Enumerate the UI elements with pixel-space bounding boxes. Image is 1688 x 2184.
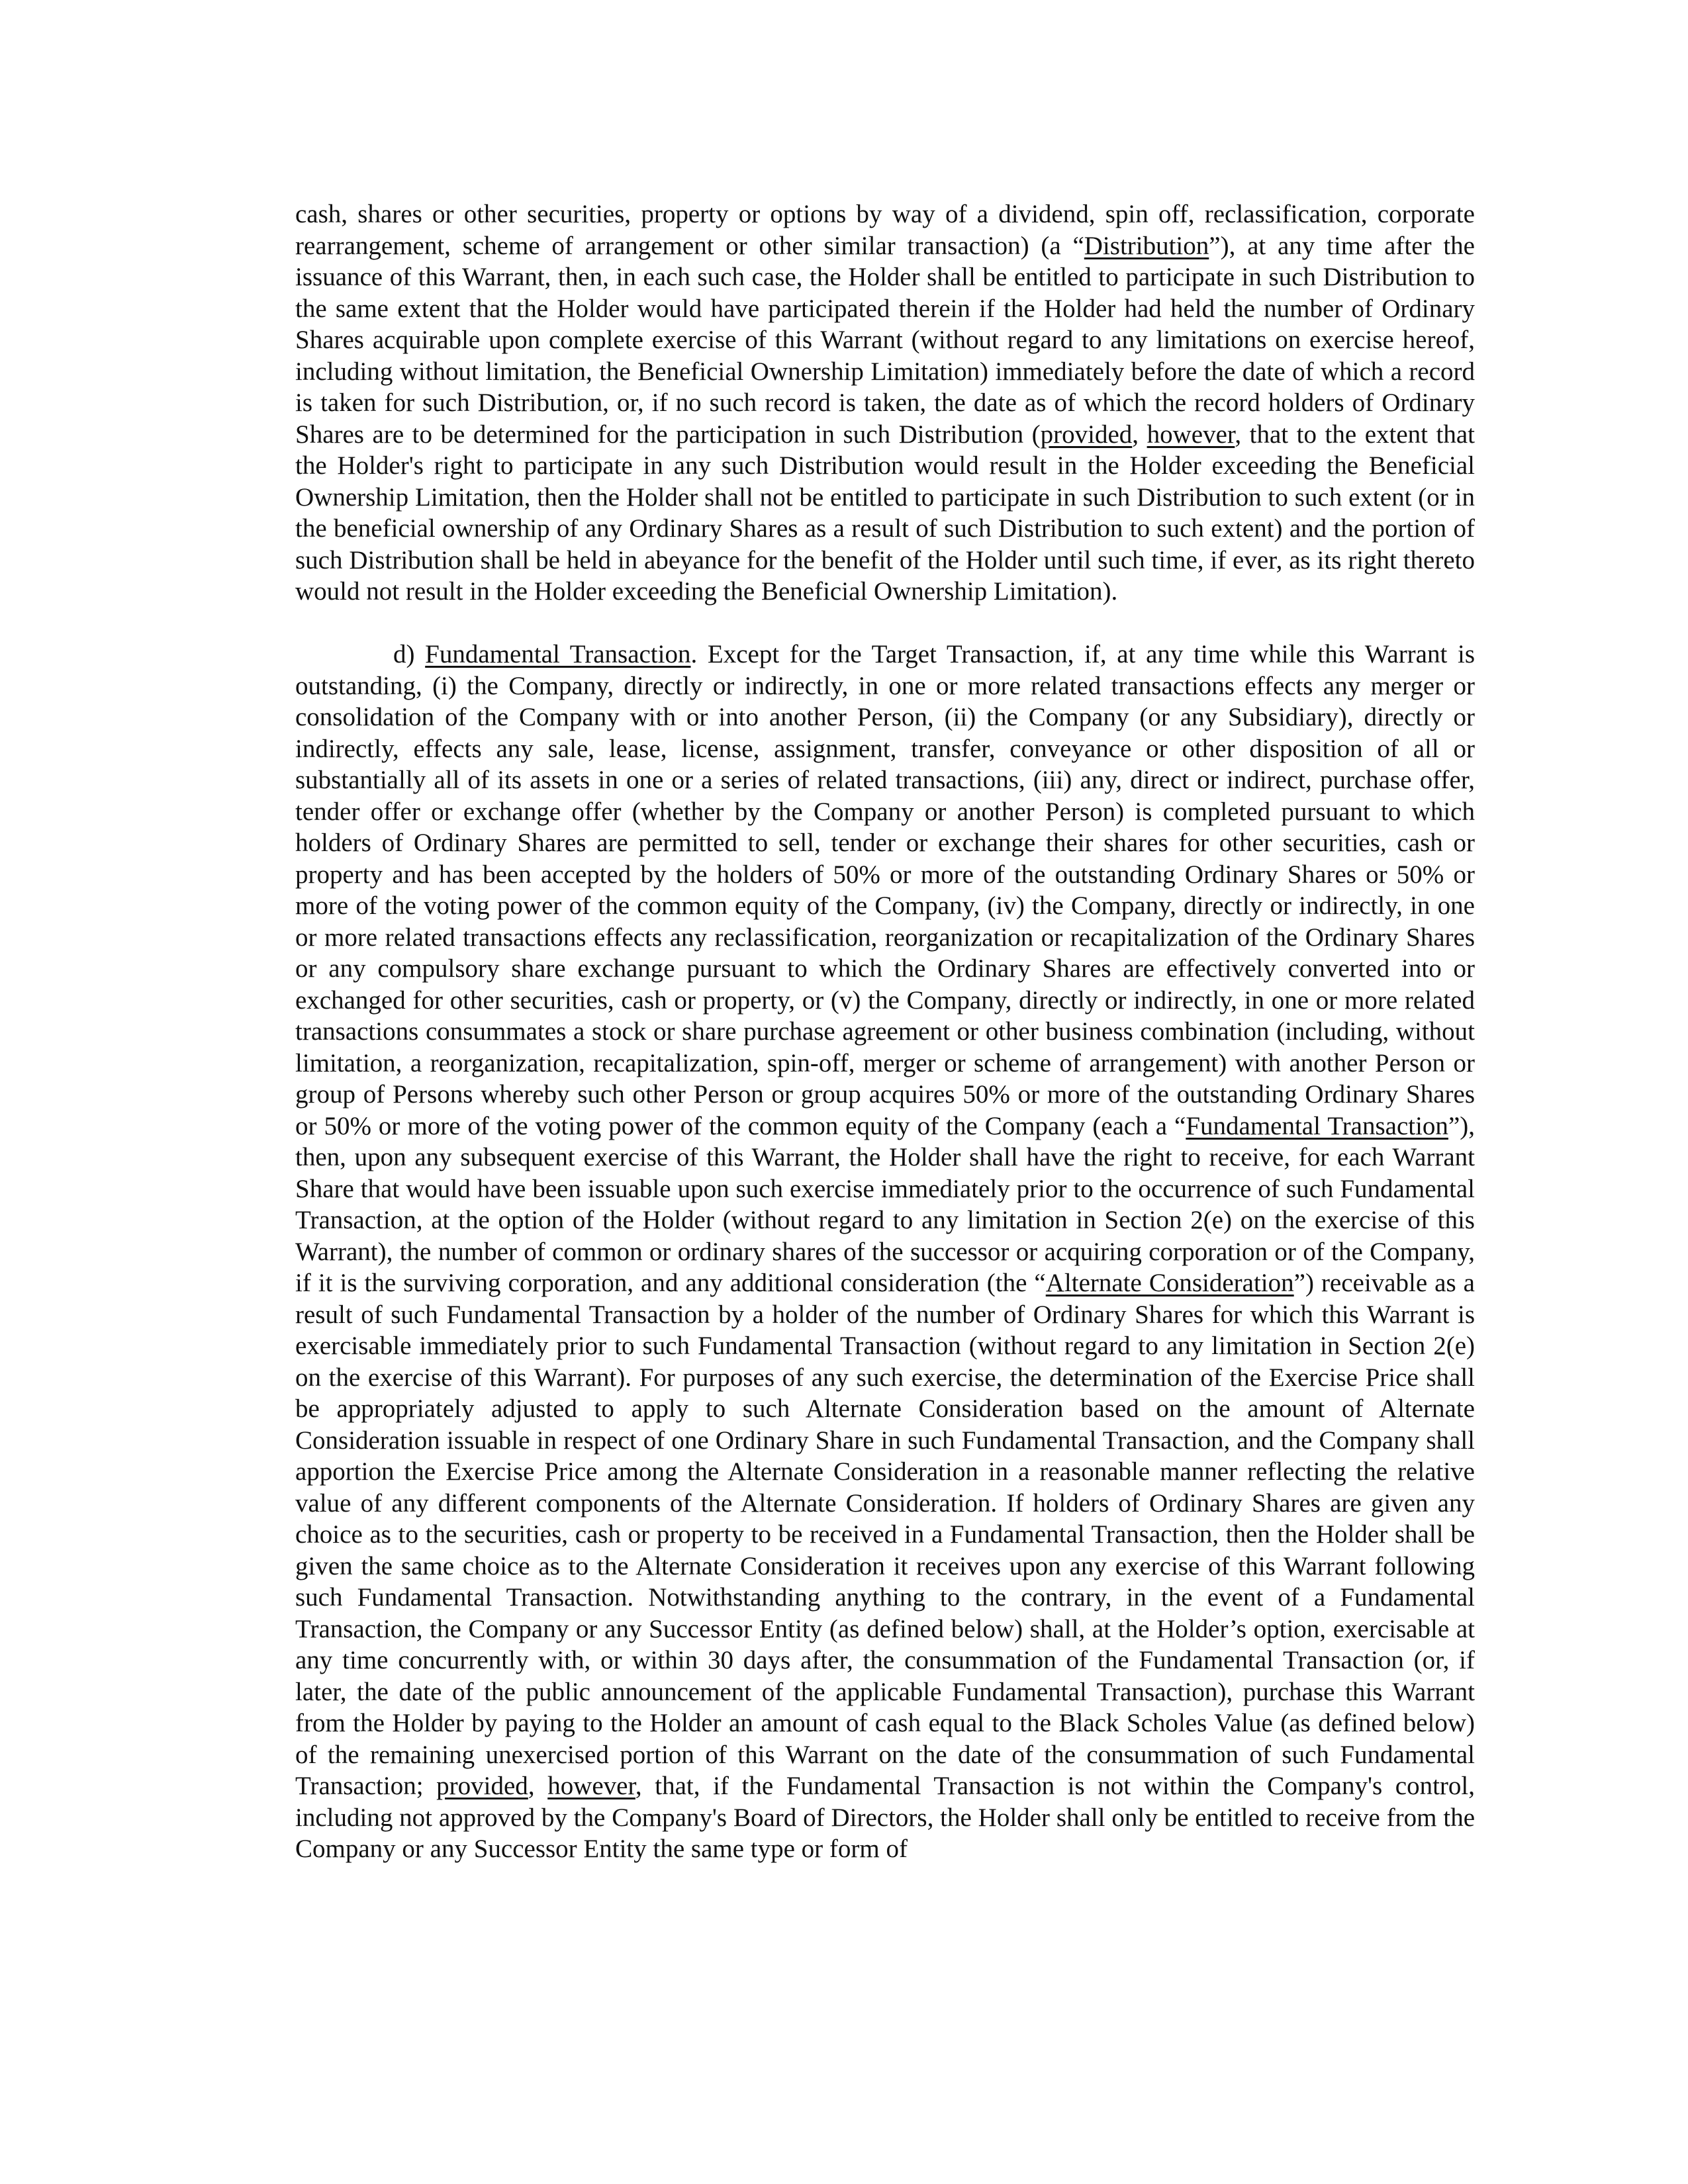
section-heading: Fundamental Transaction — [425, 640, 691, 668]
paragraph-fundamental-transaction — [295, 639, 1475, 1865]
text-run: . Except for the Target Transaction, if, at any time while this Warrant is outstanding, (i) the Company, directly or indirectly, in one or more related transactions effects any merger or consolidation of the Company with or into another Person, (ii) the Company (or any Subsidiary), directly or indirectly, effects any sale, lease, license, assignment, transfer, conveyance or other disposition of all or substantially all of its assets in one or a series of related transactions, (iii) any, direct or indirect, purchase offer, tender offer or exchange offer (whether by the Company or another Person) is completed pursuant to which holders of Ordinary Shares are permitted to sell, tender or exchange their shares for other securities, cash or property and has been accepted by the holders of 50% or more of the outstanding Ordinary Shares or 50% or more of the voting power of the common equity of the Company, (iv) the Company, directly or indirectly, in one or more related transactions effects any reclassification, reorganization or recapitalization of the Ordinary Shares or any compulsory share exchange pursuant to which the Ordinary Shares are effectively converted into or exchanged for other securities, cash or property, or (v) the Company, directly or indirectly, in one or more related transactions consummates a stock or share purchase agreement or other business combination (including, without limitation, a reorganization, recapitalization, spin-off, merger or scheme of arrangement) with another Person or group of Persons whereby such other Person or group acquires 50% or more of the outstanding Ordinary Shares or 50% or more of the voting power of the common equity of the Company (each a “ — [295, 640, 1475, 1140]
text-run: , that to the extent that the Holder's right to participate in any such Distribution would result in the Holder exceeding the Beneficial Ownership Limitation, then the Holder shall not be entitled to participate in such Distribution to such extent (or in the beneficial ownership of any Ordinary Shares as a result of such Distribution to such extent) and the portion of such Distribution shall be held in abeyance for the benefit of the Holder until such time, if ever, as its right thereto would not result in the Holder exceeding the Beneficial Ownership Limitation). — [295, 420, 1476, 606]
text-run: ”) receivable as a result of such Fundamental Transaction by a holder of the number of Ordinary Shares for which this Warrant is exercisable immediately prior to such Fundamental Transaction (without regard to any limitation in Section 2(e) on the exercise of this Warrant). For purposes of any such exercise, the determination of the Exercise Price shall be appropriately adjusted to apply to such Alternate Consideration based on the amount of Alternate Consideration issuable in respect of one Ordinary Share in such Fundamental Transaction, and the Company shall apportion the Exercise Price among the Alternate Consideration in a reasonable manner reflecting the relative value of any different components of the Alternate Consideration. If holders of Ordinary Shares are given any choice as to the securities, cash or property to be received in a Fundamental Transaction, then the Holder shall be given the same choice as to the Alternate Consideration it receives upon any exercise of this Warrant following such Fundamental Transaction. Notwithstanding anything to the contrary, in the event of a Fundamental Transaction, the Company or any Successor Entity (as defined below) shall, at the Holder’s option, exercisable at any time concurrently with, or within 30 days after, the consummation of the Fundamental Transaction (or, if later, the date of the public announcement of the applicable Fundamental Transaction), purchase this Warrant from the Holder by paying to the Holder an amount of cash equal to the Black Scholes Value (as defined below) of the remaining unexercised portion of this Warrant on the date of the consummation of such Fundamental Transaction; — [295, 1269, 1475, 1800]
defined-term-alternate-consideration: Alternate Consideration — [1045, 1269, 1294, 1297]
text-run: ”), at any time after the issuance of this Warrant, then, in each such case, the Holder shall be entitled to participate in such Distribution to the same extent that the Holder would have participated therein if the Holder had held the number of Ordinary Shares acquirable upon complete exercise of this Warrant (without regard to any limitations on exercise hereof, including without limitation, the Beneficial Ownership Limitation) immediately before the date of which a record is taken for such Distribution, or, if no such record is taken, the date as of which the record holders of Ordinary Shares are to be determined for the participation in such Distribution ( — [295, 231, 1475, 449]
defined-term-fundamental-transaction: Fundamental Transaction — [1186, 1111, 1448, 1140]
text-run: , — [528, 1772, 548, 1800]
text-run: , — [1132, 420, 1147, 449]
text-run: cash, shares or other securities, property or options by way of a dividend, spin off, reclassification, corporate rearrangement, scheme of arrangement or other similar transaction) (a “ — [295, 200, 1475, 260]
defined-term-distribution: Distribution — [1084, 231, 1209, 260]
body-text — [295, 199, 1475, 1865]
term-provided: provided — [436, 1772, 528, 1800]
term-however: however — [547, 1772, 635, 1800]
paragraph-distribution — [295, 199, 1475, 608]
term-however: however — [1147, 420, 1235, 449]
text-run: ”), then, upon any subsequent exercise of this Warrant, the Holder shall have the right to receive, for each Warrant Share that would have been issuable upon such exercise immediately prior to the occurrence of such Fundamental Transaction, at the option of the Holder (without regard to any limitation in Section 2(e) on the exercise of this Warrant), the number of common or ordinary shares of the successor or acquiring corporation or of the Company, if it is the surviving corporation, and any additional consideration (the “ — [295, 1111, 1475, 1297]
term-provided: provided — [1040, 420, 1133, 449]
section-marker: d) — [393, 640, 426, 668]
text-run: , that, if the Fundamental Transaction is not within the Company's control, including not approved by the Company's Board of Directors, the Holder shall only be entitled to receive from the Company or any Successor Entity the same type or form of — [295, 1772, 1475, 1863]
